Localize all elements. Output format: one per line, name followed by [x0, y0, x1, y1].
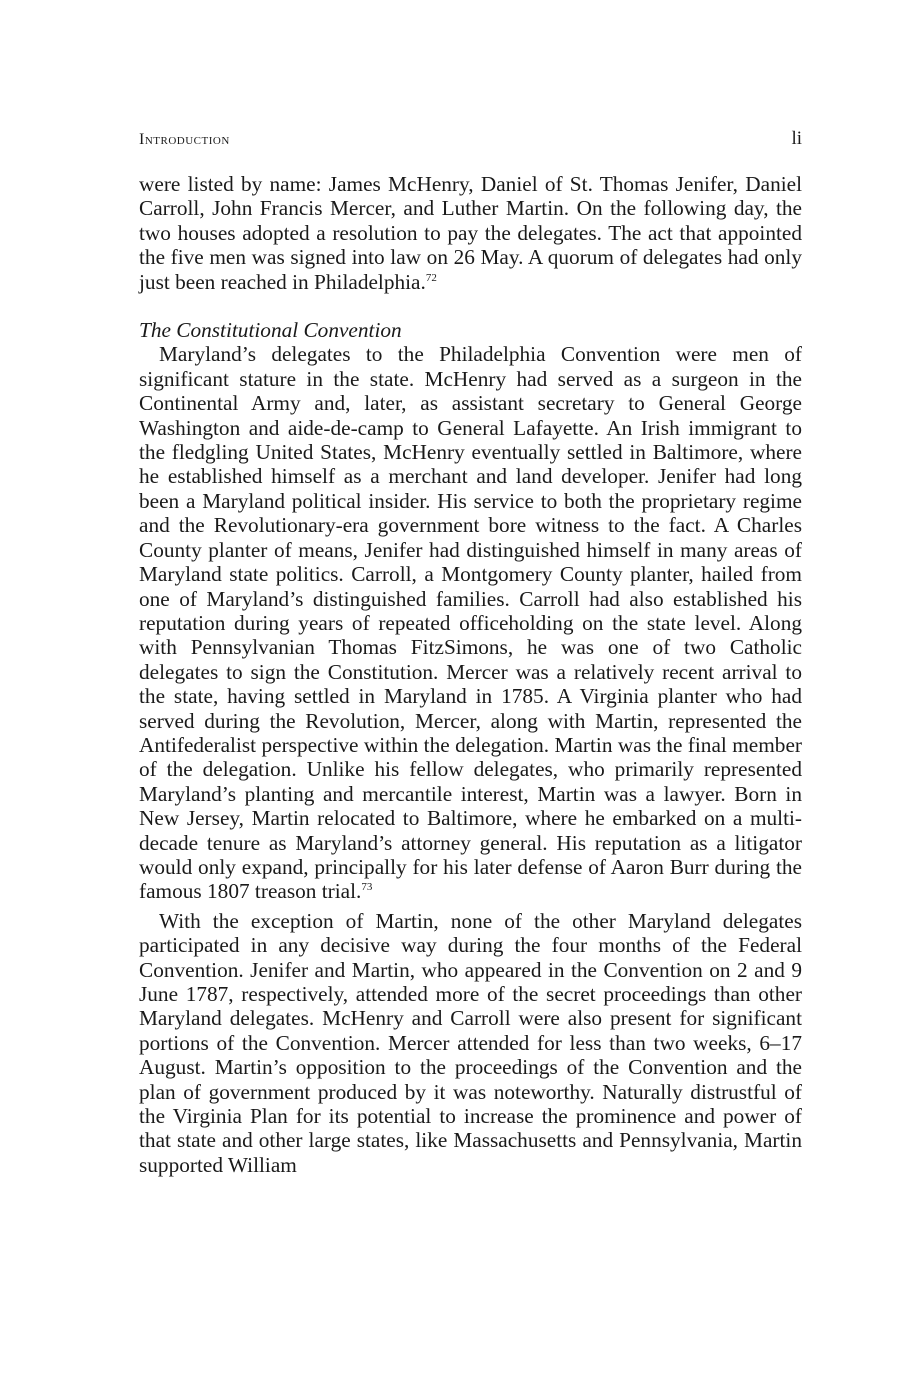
book-page — [139, 128, 802, 1177]
paragraph-text: were listed by name: James McHenry, Daniel of St. Thomas Jenifer, Daniel Carroll, John Francis Mercer, and Luther Martin. On the following day, the two houses adopted a resolution to pay the delegates. The act that appointed the five men was signed into law on 26 May. A quorum of delegates had only just been reached in Philadelphia. — [139, 172, 802, 294]
paragraph-text: Maryland’s delegates to the Philadelphia Convention were men of significant stature in the state. McHenry had served as a surgeon in the Continental Army and, later, as assistant secretary to General George Washington and aide-de-camp to General Lafayette. An Irish immigrant to the fledgling United States, McHenry eventually settled in Baltimore, where he established himself as a merchant and land developer. Jenifer had long been a Maryland political insider. His service to both the proprietary regime and the Revolutionary-era government bore witness to the fact. A Charles County planter of means, Jenifer had distinguished himself in many areas of Maryland state politics. Carroll, a Montgomery County planter, hailed from one of Maryland’s distinguished families. Carroll had also established his reputation during years of repeated officeholding on the state level. Along with Pennsylvanian Thomas FitzSimons, he was one of two Catholic delegates to sign the Constitution. Mercer was a relatively recent arrival to the state, having settled in Maryland in 1785. A Virginia planter who had served during the Revolution, Mercer, along with Martin, represented the Antifederalist perspective within the delegation. Martin was the final member of the delegation. Unlike his fellow delegates, who primarily represented Maryland’s planting and mercantile interest, Martin was a lawyer. Born in New Jersey, Martin relocated to Baltimore, where he embarked on a multi-decade tenure as Maryland’s attorney general. His reputation as a litigator would only expand, principally for his later defense of Aaron Burr during the famous 1807 treason trial. — [139, 342, 802, 904]
page-number: li — [791, 128, 802, 149]
paragraph — [139, 909, 802, 1177]
body-text — [139, 172, 802, 1177]
paragraph-continued — [139, 172, 802, 294]
paragraph-text: With the exception of Martin, none of the other Maryland delegates participated in any decisive way during the four months of the Federal Convention. Jenifer and Martin, who appeared in the Convention on 2 and 9 June 1787, respectively, attended more of the secret proceedings than other Maryland delegates. McHenry and Carroll were also present for significant portions of the Convention. Mercer attended for less than two weeks, 6–17 August. Martin’s opposition to the proceedings of the Convention and the plan of government produced by it was noteworthy. Naturally distrustful of the Virginia Plan for its potential to increase the prominence and power of that state and other large states, like Massachusetts and Pennsylvania, Martin supported William — [139, 908, 802, 1177]
section-heading: The Constitutional Convention — [139, 318, 402, 343]
paragraph — [139, 342, 802, 903]
footnote-marker: 73 — [361, 881, 373, 894]
footnote-marker: 72 — [425, 271, 437, 284]
running-head — [139, 128, 802, 158]
running-head-title: Introduction — [139, 131, 230, 148]
